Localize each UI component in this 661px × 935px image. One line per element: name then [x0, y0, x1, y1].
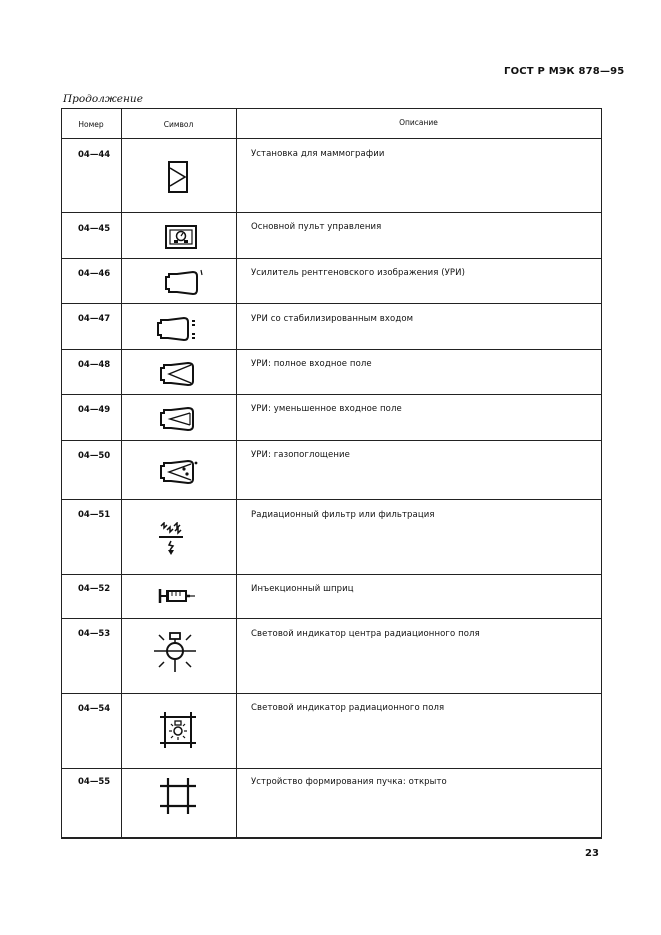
row-separator — [61, 303, 602, 304]
row-separator — [61, 394, 602, 395]
gas-absorption-icon — [160, 457, 200, 487]
radiation-filter-icon — [157, 522, 185, 562]
page-number: 23 — [585, 848, 599, 859]
reduced-input-field-icon — [160, 404, 198, 434]
column-divider-2 — [236, 108, 237, 839]
row-separator — [61, 258, 602, 259]
row-description: УРИ: полное входное поле — [251, 359, 372, 369]
row-separator — [61, 693, 602, 694]
row-separator — [61, 574, 602, 575]
stabilized-input-intensifier-icon — [157, 314, 201, 344]
symbols-table — [61, 108, 602, 839]
row-code: 04—52 — [78, 584, 111, 594]
row-description: Установка для маммографии — [251, 149, 385, 159]
light-field-indicator-icon — [159, 711, 197, 749]
row-code: 04—53 — [78, 629, 111, 639]
image-intensifier-icon — [165, 267, 205, 299]
column-divider-1 — [121, 108, 122, 839]
continuation-label: Продолжение — [63, 93, 143, 105]
row-description: Радиационный фильтр или фильтрация — [251, 510, 435, 520]
row-description: УРИ: газопоглощение — [251, 450, 350, 460]
beam-limiting-device-open-icon — [159, 777, 197, 815]
row-separator — [61, 440, 602, 441]
row-separator — [61, 349, 602, 350]
row-code: 04—46 — [78, 269, 111, 279]
row-code: 04—45 — [78, 224, 111, 234]
row-description: Устройство формирования пучка: открыто — [251, 777, 447, 787]
row-code: 04—51 — [78, 510, 111, 520]
column-header-symbol: Символ — [163, 120, 194, 129]
full-input-field-icon — [160, 360, 198, 388]
row-separator — [61, 768, 602, 769]
row-description: Усилитель рентгеновского изображения (УРИ) — [251, 268, 466, 278]
row-separator — [61, 618, 602, 619]
table-bottom-border — [61, 837, 602, 839]
row-description: Основной пульт управления — [251, 222, 382, 232]
table-left-border — [61, 108, 62, 839]
table-top-border — [61, 108, 602, 109]
row-code: 04—55 — [78, 777, 111, 787]
row-code: 04—47 — [78, 314, 111, 324]
row-description: УРИ: уменьшенное входное поле — [251, 404, 402, 414]
row-code: 04—54 — [78, 704, 111, 714]
row-description: УРИ со стабилизированным входом — [251, 314, 414, 324]
row-description: Световой индикатор центра радиационного поля — [251, 629, 480, 639]
row-separator — [61, 212, 602, 213]
main-control-panel-icon — [164, 224, 198, 250]
injection-syringe-icon — [158, 586, 198, 606]
table-right-border — [601, 108, 602, 839]
row-code: 04—44 — [78, 150, 111, 160]
light-center-indicator-icon — [153, 628, 197, 674]
column-header-number: Номер — [78, 120, 104, 129]
column-header-description: Описание — [399, 118, 438, 127]
row-code: 04—49 — [78, 405, 111, 415]
mammography-unit-icon — [167, 160, 191, 194]
row-code: 04—50 — [78, 451, 111, 461]
document-id: ГОСТ Р МЭК 878—95 — [504, 66, 625, 77]
header-bottom-border — [61, 138, 602, 139]
row-code: 04—48 — [78, 360, 111, 370]
row-separator — [61, 499, 602, 500]
row-description: Инъекционный шприц — [251, 584, 354, 594]
row-description: Световой индикатор радиационного поля — [251, 703, 445, 713]
